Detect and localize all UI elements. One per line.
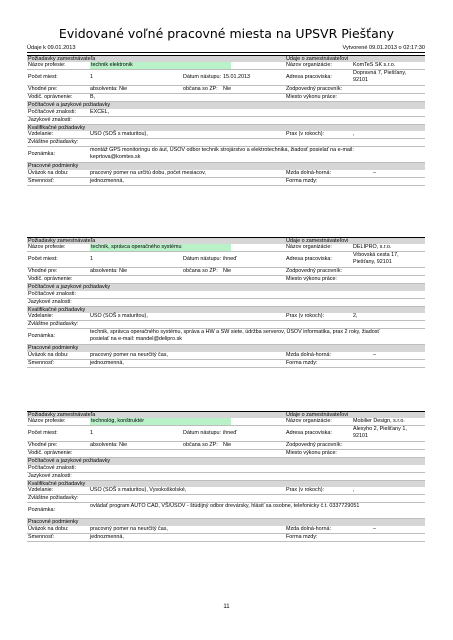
contract-value: pracovný pomer na neurčitý čas,	[90, 351, 168, 358]
language-label: Jazykové znalosti:	[28, 116, 72, 123]
profession-value: technik elektronik	[90, 62, 231, 68]
work-place-label: Miesto výkonu práce:	[286, 450, 337, 457]
suitable-label: Vhodné pre:	[28, 86, 58, 93]
positions-value: 1	[90, 256, 93, 263]
section-bar	[27, 237, 425, 244]
salary-value: –	[373, 169, 376, 176]
profession-value: technik, správca operačného systému	[90, 244, 231, 250]
salary-label: Mzda dolná-horná:	[286, 525, 331, 532]
citizen-label: občana so ZP:	[183, 86, 218, 93]
employer-requirements-heading: Požiadavky zamestnávateľa	[28, 411, 96, 418]
practice-label: Prax (v rokoch):	[286, 487, 325, 494]
shift-value: jednozmenná,	[90, 177, 124, 184]
education-value: USO (SOŠ s maturitou), Vysokoškolské,	[90, 487, 187, 494]
address-label: Adresa pracoviska:	[286, 74, 332, 81]
citizen-value: Nie	[223, 442, 232, 449]
job-listing	[27, 411, 425, 542]
suitable-value: absolventa: Nie	[90, 86, 128, 93]
other-req-row	[27, 495, 425, 503]
note-label: Poznámka:	[28, 333, 55, 340]
practice-label: Prax (v rokoch):	[286, 313, 325, 320]
shift-row	[27, 178, 425, 186]
work-place-label: Miesto výkonu práce:	[286, 276, 337, 283]
positions-label: Počet miest:	[28, 430, 58, 437]
driver-label: Vodič. oprávnenie:	[28, 450, 73, 457]
profession-row	[27, 244, 425, 252]
computer-row	[27, 109, 425, 117]
computer-row	[27, 291, 425, 299]
suitable-label: Vhodné pre:	[28, 268, 58, 275]
employer-info-heading: Údaje o zamestnávateľovi	[286, 411, 349, 418]
address-line-1: Alexyho 2, Piešťany 1,	[353, 426, 407, 433]
employer-requirements-heading: Požiadavky zamestnávateľa	[28, 237, 96, 244]
shift-value: jednozmenná,	[90, 359, 124, 366]
citizen-label: občana so ZP:	[183, 268, 218, 275]
suitable-row	[27, 268, 425, 276]
address-label: Adresa pracoviska:	[286, 430, 332, 437]
responsible-label: Zodpovedný pracovník:	[286, 86, 343, 93]
work-conditions-heading: Pracovné podmienky	[28, 162, 79, 169]
positions-row	[27, 252, 425, 268]
suitable-row	[27, 442, 425, 450]
driver-label: Vodič. oprávnenie:	[28, 276, 73, 283]
profession-value: technológ, konštruktér	[90, 418, 231, 424]
contract-value: pracovný pomer na určitú dobu, počet mesiacov,	[90, 169, 206, 176]
address-label: Adresa pracoviska:	[286, 256, 332, 263]
wage-form-label: Forma mzdy:	[286, 177, 318, 184]
work-place-label: Miesto výkonu práce:	[286, 94, 337, 101]
positions-label: Počet miest:	[28, 256, 58, 263]
qualification-heading: Kvalifikačné požiadavky	[28, 124, 86, 131]
responsible-label: Zodpovedný pracovník:	[286, 268, 343, 275]
shift-label: Smennosť:	[28, 533, 55, 540]
org-label: Názov organizácie:	[286, 418, 332, 425]
start-date-value: 15.01.2013	[223, 74, 250, 81]
positions-value: 1	[90, 74, 93, 81]
start-date-value: ihneď	[223, 256, 237, 263]
start-date-value: ihneď	[223, 430, 237, 437]
citizen-value: Nie	[223, 86, 232, 93]
profession-row	[27, 62, 425, 70]
org-label: Názov organizácie:	[286, 244, 332, 251]
other-req-row	[27, 139, 425, 147]
profession-label: Názov profesie:	[28, 62, 66, 69]
education-value: USO (SOŠ s maturitou),	[90, 313, 148, 320]
employer-requirements-heading: Požiadavky zamestnávateľa	[28, 55, 96, 62]
other-req-label: Zvláštne požiadavky:	[28, 321, 79, 328]
positions-row	[27, 426, 425, 442]
computer-lang-heading: Počítačové a jazykové požiadavky	[28, 458, 111, 465]
driver-row	[27, 450, 425, 458]
language-row	[27, 117, 425, 125]
education-value: USO (SOŠ s maturitou),	[90, 131, 148, 138]
wage-form-label: Forma mzdy:	[286, 533, 318, 540]
salary-label: Mzda dolná-horná:	[286, 169, 331, 176]
contract-row	[27, 352, 425, 360]
address-line-2: 92101	[353, 433, 368, 440]
org-label: Názov organizácie:	[286, 62, 332, 69]
start-date-label: Dátum nástupu:	[183, 430, 222, 437]
driver-row	[27, 94, 425, 102]
note-label: Poznámka:	[28, 507, 55, 514]
responsible-label: Zodpovedný pracovník:	[286, 442, 343, 449]
positions-label: Počet miest:	[28, 74, 58, 81]
education-row	[27, 131, 425, 139]
contract-label: Úväzok na dobu:	[28, 351, 69, 358]
education-label: Vzdelanie:	[28, 131, 54, 138]
address-line-1: Dopravná 7, Piešťany,	[353, 70, 407, 77]
computer-label: Počítačové znalosti:	[28, 108, 76, 115]
suitable-row	[27, 86, 425, 94]
employer-info-heading: Údaje o zamestnávateľovi	[286, 55, 349, 62]
shift-row	[27, 360, 425, 368]
language-label: Jazykové znalosti:	[28, 298, 72, 305]
work-conditions-heading: Pracovné podmienky	[28, 518, 79, 525]
header-divider	[27, 52, 425, 53]
computer-value: EXCEL,	[90, 108, 110, 115]
note-label: Poznámka:	[28, 151, 55, 158]
qualification-heading: Kvalifikačné požiadavky	[28, 480, 86, 487]
shift-label: Smennosť:	[28, 359, 55, 366]
citizen-value: Nie	[223, 268, 232, 275]
salary-value: –	[373, 525, 376, 532]
citizen-label: občana so ZP:	[183, 442, 218, 449]
section-bar	[27, 55, 425, 62]
positions-row	[27, 70, 425, 86]
suitable-label: Vhodné pre:	[28, 442, 58, 449]
job-listing	[27, 237, 425, 368]
note-line-1: ovládať program AUTO CAD, VŠ/ÚSOV - štúdijný odbor drevársky, hlásiť sa osobne, telefonicky č.t. 0337729051	[90, 503, 360, 510]
driver-value: B,	[90, 94, 96, 101]
note-line-1: technik, správca operačného systému, správa a HW a SW siete, údržba serverov, ÚSOV informatika, prax 2 roky, žiadosť	[90, 329, 380, 336]
created-timestamp: Vytvorené 09.01.2013 o 02:17:30	[342, 45, 425, 51]
data-date: Údaje k 09.01.2013	[27, 45, 76, 51]
shift-row	[27, 534, 425, 542]
suitable-value: absolventa: Nie	[90, 268, 128, 275]
driver-label: Vodič. oprávnenie:	[28, 94, 73, 101]
start-date-label: Dátum nástupu:	[183, 74, 222, 81]
note-line-1: montáž GPS monitoringu do áut, ÚSOV odbor technik strojárstvo a elektrotechnika, žiadosť posielať na e-mail:	[90, 147, 354, 154]
suitable-value: absolventa: Nie	[90, 442, 128, 449]
qualification-heading: Kvalifikačné požiadavky	[28, 306, 86, 313]
driver-row	[27, 276, 425, 284]
education-row	[27, 487, 425, 495]
salary-label: Mzda dolná-horná:	[286, 351, 331, 358]
practice-label: Prax (v rokoch):	[286, 131, 325, 138]
org-value: Mobilier Design, s.r.o.	[353, 418, 405, 425]
language-row	[27, 473, 425, 481]
note-line-2: keprtova@komtes.sk	[90, 154, 141, 161]
page-title: Evidované voľné pracovné miesta na UPSVR Piešťany	[58, 26, 395, 41]
practice-value: 2,	[353, 313, 358, 320]
address-line-1: Vrbovská cesta 17,	[353, 252, 399, 259]
section-bar	[27, 411, 425, 418]
job-listing	[27, 55, 425, 186]
org-value: DELIPRO, s.r.o.	[353, 244, 392, 251]
computer-row	[27, 465, 425, 473]
page-number: 11	[223, 604, 230, 610]
profession-label: Názov profesie:	[28, 418, 66, 425]
org-value: KomTeS SK s.r.o.	[353, 62, 396, 69]
computer-label: Počítačové znalosti:	[28, 464, 76, 471]
shift-label: Smennosť:	[28, 177, 55, 184]
note-row	[27, 503, 425, 519]
profession-row	[27, 418, 425, 426]
contract-row	[27, 170, 425, 178]
profession-label: Názov profesie:	[28, 244, 66, 251]
wage-form-label: Forma mzdy:	[286, 359, 318, 366]
education-row	[27, 313, 425, 321]
computer-lang-heading: Počítačové a jazykové požiadavky	[28, 284, 111, 291]
language-row	[27, 299, 425, 307]
employer-info-heading: Údaje o zamestnávateľovi	[286, 237, 349, 244]
practice-value: ,	[353, 131, 355, 138]
other-req-label: Zvláštne požiadavky:	[28, 495, 79, 502]
address-line-2: 92101	[353, 77, 368, 84]
education-label: Vzdelanie:	[28, 313, 54, 320]
computer-lang-heading: Počítačové a jazykové požiadavky	[28, 102, 111, 109]
other-req-label: Zvláštne požiadavky:	[28, 139, 79, 146]
positions-value: 1	[90, 430, 93, 437]
language-label: Jazykové znalosti:	[28, 472, 72, 479]
note-line-2: posielať na e-mail: mandel@delipro.sk	[90, 336, 182, 343]
start-date-label: Dátum nástupu:	[183, 256, 222, 263]
contract-value: pracovný pomer na neurčitý čas,	[90, 525, 168, 532]
contract-label: Úväzok na dobu:	[28, 169, 69, 176]
salary-value: –	[373, 351, 376, 358]
address-line-2: Piešťany, 92101	[353, 259, 392, 266]
contract-label: Úväzok na dobu:	[28, 525, 69, 532]
contract-row	[27, 526, 425, 534]
practice-value: ,	[353, 487, 355, 494]
shift-value: jednozmenná,	[90, 533, 124, 540]
note-row	[27, 329, 425, 345]
computer-label: Počítačové znalosti:	[28, 290, 76, 297]
other-req-row	[27, 321, 425, 329]
note-row	[27, 147, 425, 163]
work-conditions-heading: Pracovné podmienky	[28, 344, 79, 351]
education-label: Vzdelanie:	[28, 487, 54, 494]
